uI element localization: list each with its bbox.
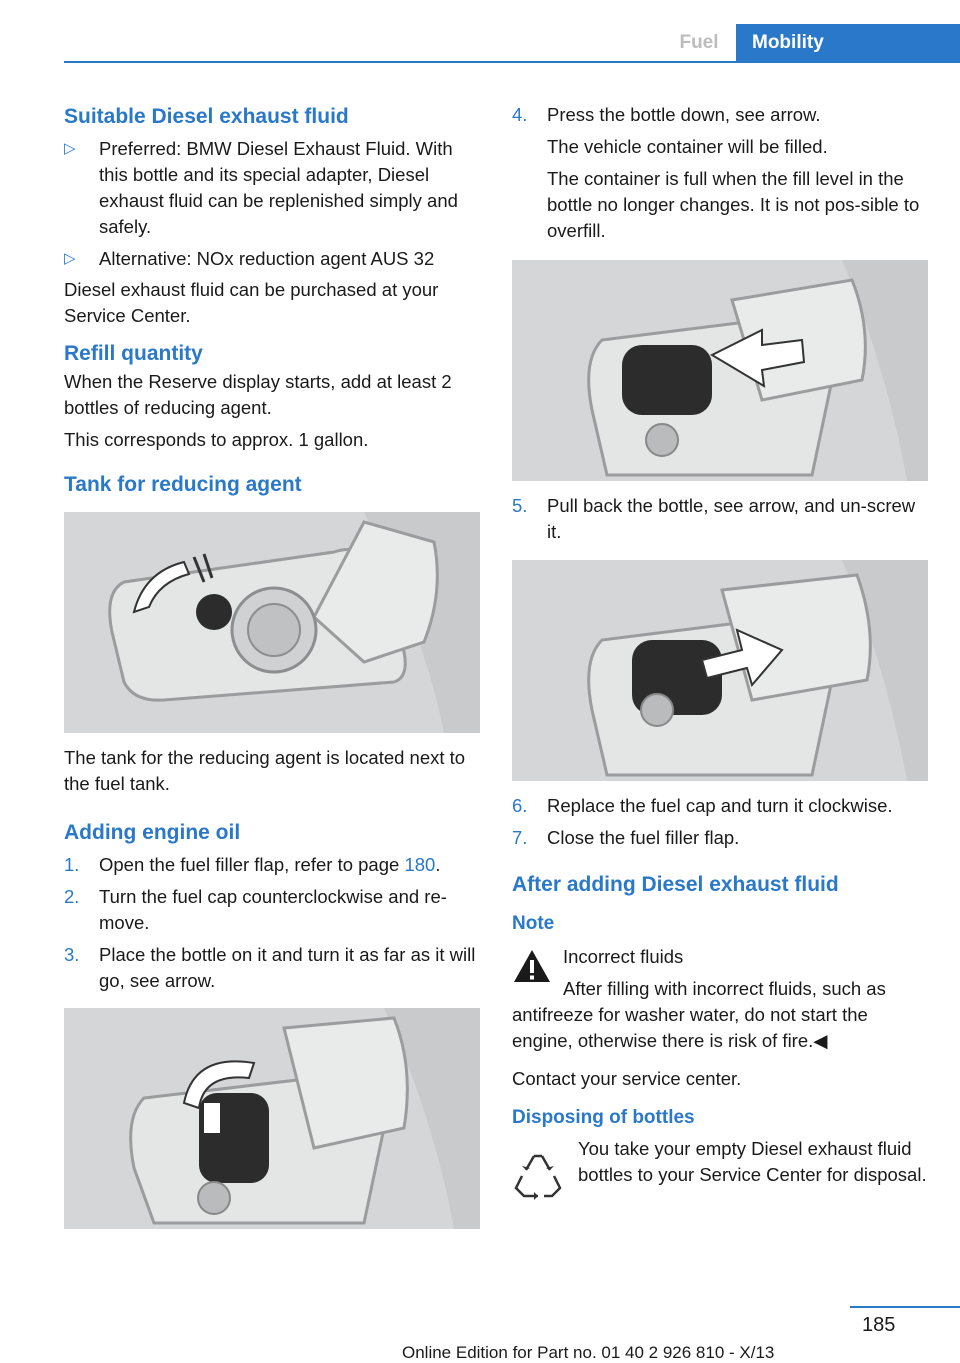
- chapter-tabs: [662, 24, 960, 62]
- disposing-heading: Disposing of bottles: [512, 1107, 695, 1128]
- refill-text: When the Reserve display starts, add at least 2 bottles of reducing agent.: [64, 371, 452, 418]
- tank-caption: The tank for the reducing agent is located next to the fuel tank.: [64, 747, 466, 794]
- footer-rule: [850, 1306, 960, 1308]
- page-number: 185: [862, 1314, 896, 1336]
- left-column: [64, 102, 480, 1229]
- recycle-block: [512, 1136, 928, 1188]
- step-item: [64, 942, 480, 994]
- suitable-fluid-heading: Suitable Diesel exhaust fluid: [64, 105, 349, 128]
- edition-text: Online Edition for Part no. 01 40 2 926 810 - X/13: [402, 1343, 775, 1362]
- purchase-text: Diesel exhaust fluid can be purchased at your Service Center.: [64, 279, 439, 326]
- step-number: 2.: [64, 886, 80, 907]
- step-text: Press the bottle down, see arrow.: [547, 104, 821, 125]
- tab-mobility[interactable]: Mobility: [736, 24, 960, 62]
- step-text: Turn the fuel cap counterclockwise and re‐move.: [99, 886, 447, 933]
- bullet-item: [64, 246, 480, 272]
- warning-body: After filling with incorrect fluids, such as antifreeze for washer water, do not start the engine, otherwise there is risk of fire.◀: [512, 978, 886, 1051]
- step-item: [512, 102, 928, 128]
- step-item: [64, 884, 480, 936]
- bullet-text: Alternative: NOx reduction agent AUS 32: [99, 248, 435, 269]
- bottle-press-illustration: [512, 260, 928, 481]
- step-text: Pull back the bottle, see arrow, and un‐screw it.: [547, 495, 916, 542]
- warning-block: [512, 944, 928, 1054]
- adding-engine-oil-heading: Adding engine oil: [64, 821, 241, 844]
- step-text: Replace the fuel cap and turn it clockwise.: [547, 795, 893, 816]
- recycle-icon: [512, 1150, 564, 1202]
- step-text: Place the bottle on it and turn it as far as it will go, see arrow.: [99, 944, 476, 991]
- header-rule: [64, 61, 960, 63]
- triangle-bullet-icon: ▷: [64, 250, 76, 267]
- step-text: Open the fuel filler flap, refer to page: [99, 854, 405, 875]
- disposing-text: You take your empty Diesel exhaust fluid bottles to your Service Center for disposal.: [578, 1138, 927, 1185]
- bottle-twist-illustration: [64, 1008, 480, 1229]
- step-number: 6.: [512, 795, 528, 816]
- step-number: 3.: [64, 944, 80, 965]
- step-text-end: .: [435, 854, 441, 875]
- warning-heading: Incorrect fluids: [563, 946, 684, 967]
- bullet-text: Preferred: BMW Diesel Exhaust Fluid. With this bottle and its special adapter, Diesel exhaust fluid can be replenished simply and safely.: [99, 138, 458, 237]
- page-reference-link[interactable]: 180: [404, 854, 436, 875]
- step-number: 1.: [64, 854, 80, 875]
- right-column: [512, 102, 928, 1188]
- contact-text: Contact your service center.: [512, 1068, 742, 1089]
- note-heading: Note: [512, 913, 555, 934]
- bullet-item: [64, 136, 480, 240]
- step-item: [512, 493, 928, 545]
- step-text: Close the fuel filler flap.: [547, 827, 740, 848]
- refill-gallon-text: This corresponds to approx. 1 gallon.: [64, 429, 369, 450]
- step-detail: The vehicle container will be filled.: [547, 136, 828, 157]
- step-number: 5.: [512, 495, 528, 516]
- warning-triangle-icon: [512, 948, 552, 984]
- step-item: [64, 852, 480, 878]
- step-item: [512, 793, 928, 819]
- refill-quantity-heading: Refill quantity: [64, 342, 203, 365]
- bottle-pull-illustration: [512, 560, 928, 781]
- tank-illustration: [64, 512, 480, 733]
- step-item: [512, 825, 928, 851]
- tank-heading: Tank for reducing agent: [64, 473, 302, 496]
- triangle-bullet-icon: ▷: [64, 140, 76, 157]
- tab-fuel[interactable]: Fuel: [662, 24, 736, 62]
- after-adding-heading: After adding Diesel exhaust fluid: [512, 873, 839, 896]
- step-number: 4.: [512, 104, 528, 125]
- step-detail: The container is full when the fill level in the bottle no longer changes. It is not pos‐sible to overfill.: [547, 168, 920, 241]
- step-number: 7.: [512, 827, 528, 848]
